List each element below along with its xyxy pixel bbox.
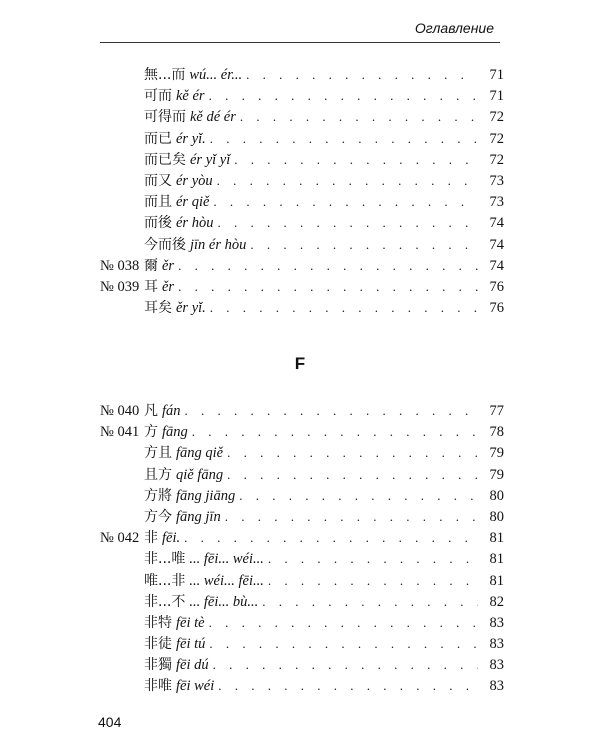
dot-leader — [209, 615, 478, 631]
dot-leader — [218, 678, 478, 694]
toc-entry — [100, 276, 504, 297]
entry-page-number: 74 — [489, 257, 504, 274]
entry-page-number: 77 — [489, 403, 504, 419]
entry-hanzi: 而後 — [144, 215, 172, 232]
dot-leader — [239, 488, 478, 504]
entry-page-number: 71 — [489, 67, 504, 83]
entry-number: № 040 — [100, 403, 140, 419]
entry-number: № 042 — [100, 530, 140, 547]
toc-section-f — [100, 400, 504, 697]
entry-page-number: 73 — [489, 172, 504, 189]
dot-leader — [227, 445, 478, 461]
entry-term — [144, 485, 235, 505]
entry-pinyin: jīn ér hòu — [190, 236, 247, 253]
entry-hanzi: 凡 — [144, 403, 158, 419]
entry-hanzi: 非...唯 — [144, 551, 186, 568]
entry-page-number: 76 — [489, 300, 504, 317]
entry-term — [144, 234, 246, 254]
entry-page-number: 78 — [489, 424, 504, 441]
entry-hanzi: 非獨 — [144, 657, 172, 674]
toc-entry — [100, 570, 504, 591]
dot-leader — [227, 467, 478, 483]
entry-pinyin: fēi dú — [176, 657, 209, 674]
entry-term — [144, 527, 180, 547]
entry-hanzi: 非唯 — [144, 678, 172, 695]
entry-hanzi: 而已矣 — [144, 151, 186, 168]
toc-entry — [100, 64, 504, 85]
dot-leader — [225, 509, 478, 525]
entry-term — [144, 506, 221, 526]
toc-entry — [100, 297, 504, 318]
dot-leader — [217, 173, 478, 189]
entry-term — [144, 64, 242, 84]
page-number: 404 — [98, 714, 122, 730]
entry-hanzi: 今而後 — [144, 236, 186, 253]
toc-entry — [100, 149, 504, 170]
toc-entry — [100, 234, 504, 255]
entry-term — [144, 591, 258, 611]
dot-leader — [178, 279, 478, 295]
entry-term — [144, 421, 188, 441]
toc-entry — [100, 106, 504, 127]
entry-pinyin: ěr — [162, 257, 175, 274]
toc-entry — [100, 485, 504, 506]
toc-entry — [100, 548, 504, 569]
entry-page-number: 72 — [489, 151, 504, 168]
dot-leader — [192, 424, 478, 440]
entry-pinyin: fēi wéi — [176, 678, 215, 695]
entry-term — [144, 128, 206, 148]
entry-page-number: 76 — [489, 278, 504, 295]
entry-hanzi: 方將 — [144, 487, 172, 504]
entry-page-number: 79 — [489, 445, 504, 462]
entry-page-number: 83 — [489, 636, 504, 653]
entry-hanzi: 可得而 — [144, 109, 186, 126]
header-title: Оглавление — [414, 20, 494, 36]
toc-entry — [100, 421, 504, 442]
toc-entry — [100, 591, 504, 612]
entry-pinyin: fāng qiě — [176, 445, 224, 462]
entry-hanzi: 唯...非 — [144, 572, 186, 589]
entry-page-number: 80 — [489, 508, 504, 525]
dot-leader — [209, 88, 478, 104]
entry-hanzi: 非徒 — [144, 636, 172, 653]
entry-hanzi: 非...不 — [144, 593, 186, 610]
running-header — [100, 20, 500, 43]
entry-term — [144, 212, 213, 232]
section-letter-heading: F — [294, 354, 306, 373]
entry-pinyin: ... fēi... wéi... — [189, 551, 264, 568]
entry-hanzi: 且方 — [144, 466, 172, 483]
dot-leader — [184, 530, 478, 546]
toc-entry — [100, 191, 504, 212]
entry-pinyin: ... fēi... bù... — [189, 593, 259, 610]
entry-term — [144, 149, 230, 169]
entry-pinyin: ... wéi... fēi... — [189, 572, 264, 589]
entry-hanzi: 爾 — [144, 257, 158, 274]
entry-term — [144, 612, 205, 632]
dot-leader — [178, 258, 478, 274]
entry-term — [144, 548, 264, 568]
toc-entry — [100, 506, 504, 527]
entry-hanzi: 而已 — [144, 130, 172, 147]
toc-entry — [100, 128, 504, 149]
entry-term — [144, 297, 206, 317]
toc-entry — [100, 400, 504, 421]
entry-pinyin: fāng — [162, 424, 188, 441]
entry-pinyin: ér hòu — [176, 215, 214, 232]
entry-number: № 041 — [100, 424, 140, 441]
entry-page-number: 81 — [489, 530, 504, 547]
entry-page-number: 83 — [489, 678, 504, 695]
entry-hanzi: 無...而 — [144, 67, 186, 83]
entry-pinyin: ér yǐ yǐ — [190, 151, 231, 168]
entry-pinyin: fēi tú — [176, 636, 206, 653]
entry-page-number: 83 — [489, 614, 504, 631]
entry-term — [144, 633, 205, 653]
entry-page-number: 72 — [489, 130, 504, 147]
entry-term — [144, 106, 236, 126]
entry-page-number: 74 — [489, 236, 504, 253]
entry-pinyin: fāng jiāng — [176, 487, 236, 504]
entry-pinyin: ěr yǐ. — [176, 300, 206, 317]
entry-term — [144, 675, 214, 695]
dot-leader — [268, 551, 478, 567]
toc-entry — [100, 85, 504, 106]
entry-pinyin: kě ér — [176, 88, 205, 105]
entry-term — [144, 170, 213, 190]
entry-hanzi: 非特 — [144, 614, 172, 631]
entry-pinyin: kě dé ér — [190, 109, 236, 126]
entry-hanzi: 而且 — [144, 194, 172, 211]
entry-pinyin: fāng jīn — [176, 508, 221, 525]
entry-pinyin: fán — [162, 403, 181, 419]
dot-leader — [262, 594, 478, 610]
dot-leader — [213, 194, 478, 210]
entry-hanzi: 方今 — [144, 508, 172, 525]
toc-entry — [100, 527, 504, 548]
entry-term — [144, 442, 223, 462]
dot-leader — [246, 67, 478, 83]
toc-entry — [100, 212, 504, 233]
entry-hanzi: 方 — [144, 424, 158, 441]
entry-pinyin: wú... ér... — [189, 67, 243, 83]
entry-number: № 038 — [100, 257, 140, 274]
toc-entry — [100, 654, 504, 675]
dot-leader — [234, 152, 478, 168]
entry-hanzi: 耳 — [144, 278, 158, 295]
toc-entry — [100, 633, 504, 654]
dot-leader — [240, 109, 478, 125]
header-rule — [100, 42, 500, 43]
entry-number: № 039 — [100, 278, 140, 295]
dot-leader — [210, 131, 478, 147]
toc-entry — [100, 442, 504, 463]
toc-entry — [100, 170, 504, 191]
entry-page-number: 81 — [489, 572, 504, 589]
entry-page-number: 81 — [489, 551, 504, 568]
entry-pinyin: ěr — [162, 278, 175, 295]
dot-leader — [210, 300, 478, 316]
entry-page-number: 79 — [489, 466, 504, 483]
entry-page-number: 73 — [489, 194, 504, 211]
entry-page-number: 72 — [489, 109, 504, 126]
entry-term — [144, 654, 209, 674]
entry-term — [144, 255, 174, 275]
toc-section-e-continued — [100, 64, 504, 318]
entry-term — [144, 464, 223, 484]
toc-entry — [100, 612, 504, 633]
dot-leader — [209, 636, 478, 652]
entry-term — [144, 570, 264, 590]
entry-pinyin: fēi tè — [176, 614, 205, 631]
entry-hanzi: 耳矣 — [144, 300, 172, 317]
dot-leader — [250, 237, 478, 253]
toc-entry — [100, 675, 504, 696]
dot-leader — [217, 215, 478, 231]
dot-leader — [268, 573, 478, 589]
entry-term — [144, 400, 181, 420]
toc-entry — [100, 255, 504, 276]
entry-term — [144, 191, 209, 211]
entry-pinyin: qiě fāng — [176, 466, 224, 483]
entry-page-number: 71 — [489, 88, 504, 105]
entry-page-number: 83 — [489, 657, 504, 674]
entry-hanzi: 可而 — [144, 88, 172, 105]
entry-hanzi: 方且 — [144, 445, 172, 462]
dot-leader — [185, 403, 478, 419]
entry-hanzi: 非 — [144, 530, 158, 547]
entry-hanzi: 而又 — [144, 172, 172, 189]
entry-pinyin: ér qiě — [176, 194, 210, 211]
entry-term — [144, 276, 174, 296]
entry-pinyin: ér yòu — [176, 172, 213, 189]
dot-leader — [213, 657, 478, 673]
entry-page-number: 80 — [489, 487, 504, 504]
entry-pinyin: ér yǐ. — [176, 130, 206, 147]
entry-pinyin: fēi. — [162, 530, 181, 547]
entry-term — [144, 85, 205, 105]
toc-entry — [100, 464, 504, 485]
entry-page-number: 74 — [489, 215, 504, 232]
entry-page-number: 82 — [489, 593, 504, 610]
